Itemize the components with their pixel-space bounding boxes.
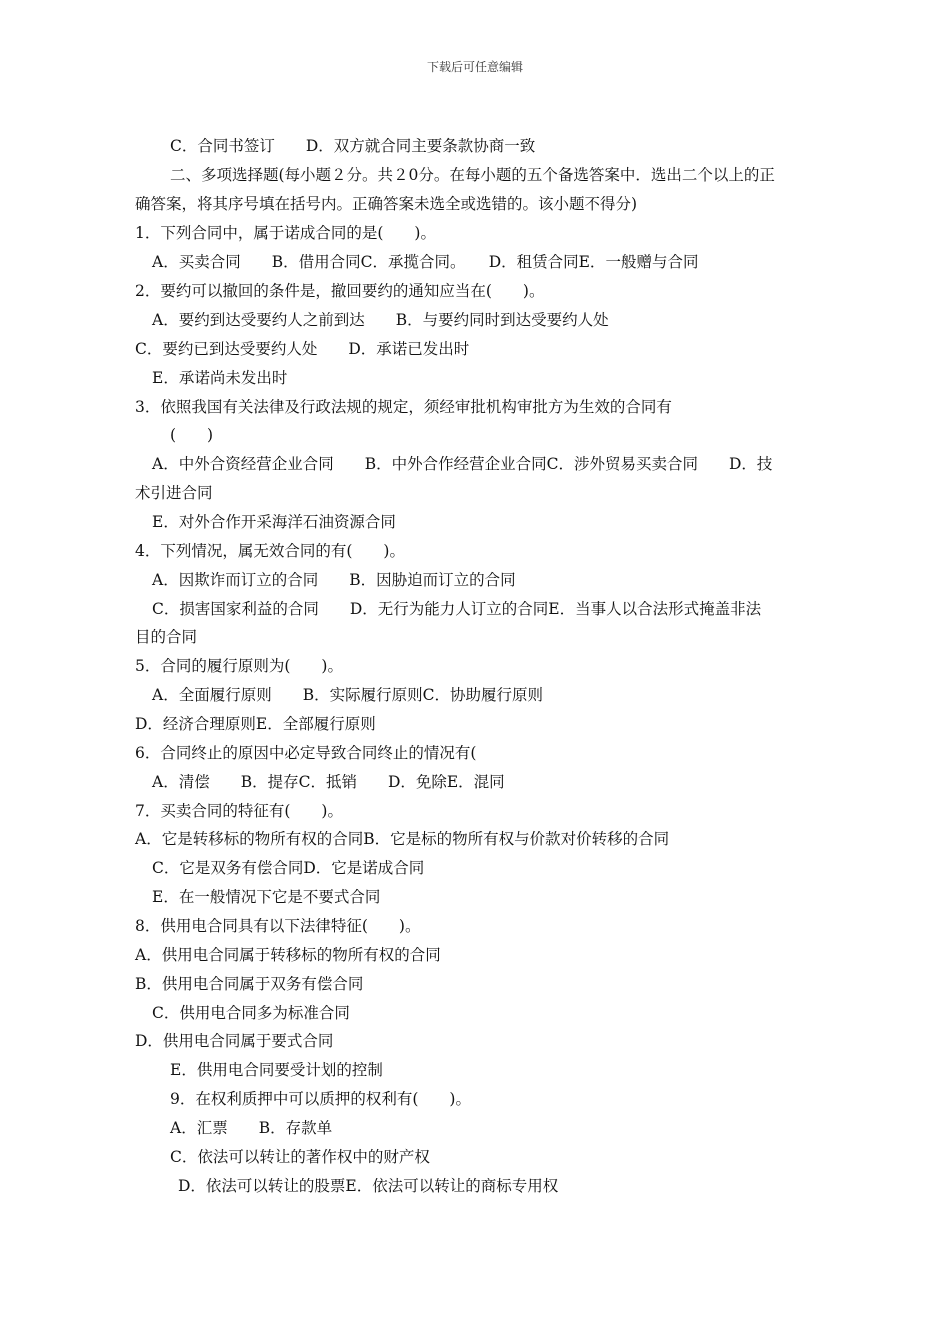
text-line: A．清偿 B．提存C．抵销 D．免除E．混同	[152, 773, 505, 791]
text-line: D．经济合理原则E．全部履行原则	[135, 715, 376, 733]
text-line: 7．买卖合同的特征有( )。	[135, 802, 343, 820]
text-line: D．依法可以转让的股票E．依法可以转让的商标专用权	[178, 1177, 559, 1195]
text-line: 确答案，将其序号填在括号内。正确答案未选全或选错的。该小题不得分)	[135, 195, 638, 213]
text-line: A．全面履行原则 B．实际履行原则C．协助履行原则	[152, 686, 543, 704]
text-line: 8．供用电合同具有以下法律特征( )。	[135, 917, 421, 935]
text-line: A．要约到达受要约人之前到达 B．与要约同时到达受要约人处	[152, 311, 609, 329]
text-line: 术引进合同	[135, 484, 213, 502]
text-line: 1．下列合同中，属于诺成合同的是( )。	[135, 224, 436, 242]
text-line: 二、多项选择题(每小题２分。共２0分。在每小题的五个备选答案中．选出二个以上的正	[170, 166, 775, 184]
text-line: A．中外合资经营企业合同 B．中外合作经营企业合同C．涉外贸易买卖合同 D．技	[152, 455, 773, 473]
text-line: A．它是转移标的物所有权的合同B．它是标的物所有权与价款对价转移的合同	[135, 830, 670, 848]
text-line: B．供用电合同属于双务有偿合同	[135, 975, 364, 993]
text-line: E．对外合作开采海洋石油资源合同	[152, 513, 396, 531]
text-line: 目的合同	[135, 628, 198, 646]
text-line: A．供用电合同属于转移标的物所有权的合同	[135, 946, 441, 964]
text-line: C．它是双务有偿合同D．它是诺成合同	[152, 859, 425, 877]
text-line: C．供用电合同多为标准合同	[152, 1004, 350, 1022]
text-line: A．因欺诈而订立的合同 B．因胁迫而订立的合同	[152, 571, 516, 589]
text-line: C．要约已到达受要约人处 D．承诺已发出时	[135, 340, 470, 358]
text-line: ( )	[170, 426, 214, 444]
text-line: C．合同书签订 D．双方就合同主要条款协商一致	[170, 137, 536, 155]
text-line: 9．在权利质押中可以质押的权利有( )。	[170, 1090, 471, 1108]
text-line: 5．合同的履行原则为( )。	[135, 657, 343, 675]
text-line: A．买卖合同 B．借用合同C．承揽合同。 D．租赁合同E．一般赠与合同	[152, 253, 699, 271]
text-line: E．承诺尚未发出时	[152, 369, 288, 387]
text-line: 2．要约可以撤回的条件是，撤回要约的通知应当在( )。	[135, 282, 545, 300]
text-line: D．供用电合同属于要式合同	[135, 1032, 334, 1050]
text-line: 4．下列情况，属无效合同的有( )。	[135, 542, 405, 560]
text-line: 3．依照我国有关法律及行政法规的规定，须经审批机构审批方为生效的合同有	[135, 398, 672, 416]
text-line: E．供用电合同要受计划的控制	[170, 1061, 383, 1079]
text-line: C．依法可以转让的著作权中的财产权	[170, 1148, 430, 1166]
text-line: A．汇票 B．存款单	[170, 1119, 333, 1137]
text-line: 6．合同终止的原因中必定导致合同终止的情况有(	[135, 744, 477, 762]
page-header: 下载后可任意编辑	[426, 60, 523, 74]
text-line: E．在一般情况下它是不要式合同	[152, 888, 381, 906]
text-line: C．损害国家利益的合同 D．无行为能力人订立的合同E．当事人以合法形式掩盖非法	[152, 600, 762, 618]
